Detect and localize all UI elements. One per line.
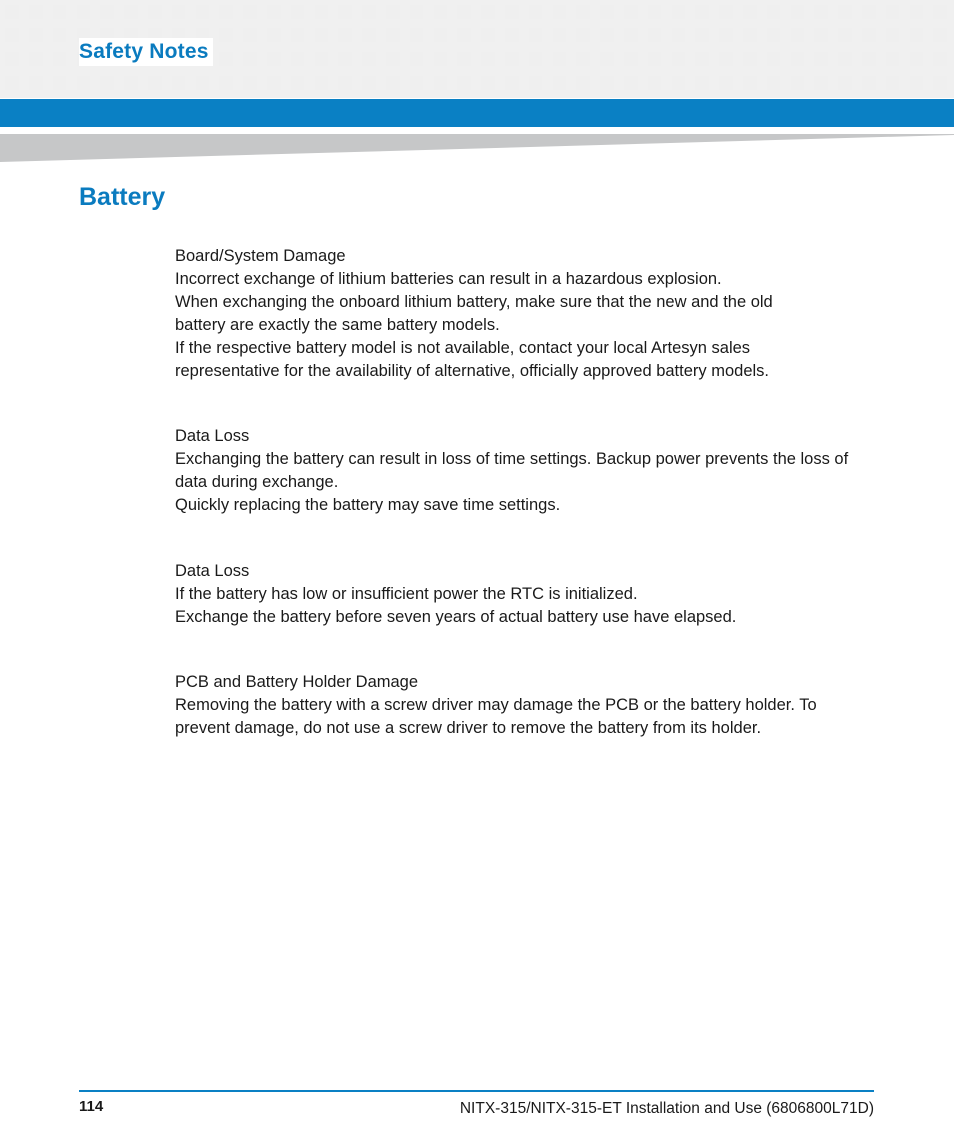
pattern-square (648, 52, 662, 66)
pattern-square (291, 28, 305, 42)
pattern-square (5, 28, 19, 42)
pattern-square (457, 28, 471, 42)
section-label: Safety Notes (79, 38, 213, 66)
pattern-square (743, 52, 757, 66)
pattern-square (5, 52, 19, 66)
pattern-square (481, 5, 495, 19)
notice-line: Exchange the battery before seven years of actual battery use have elapsed. (175, 608, 737, 626)
pattern-square (909, 28, 923, 42)
pattern-square (457, 52, 471, 66)
notice-line: When exchanging the onboard lithium battery, make sure that the new and the old battery are exactly the same battery models. (175, 293, 773, 334)
pattern-square (719, 52, 733, 66)
notice-line: Exchanging the battery can result in loss of time settings. Backup power prevents the loss of data during exchange. (175, 450, 849, 491)
pattern-square (433, 28, 447, 42)
pattern-square (648, 76, 662, 90)
pattern-square (576, 76, 590, 90)
pattern-square (529, 5, 543, 19)
pattern-square (576, 5, 590, 19)
pattern-square (505, 28, 519, 42)
pattern-square (790, 52, 804, 66)
pattern-square (933, 52, 947, 66)
pattern-square (624, 5, 638, 19)
pattern-square (790, 76, 804, 90)
pattern-square (76, 5, 90, 19)
page-title: Battery (79, 183, 166, 211)
pattern-square (624, 28, 638, 42)
pattern-square (386, 5, 400, 19)
pattern-square (505, 5, 519, 19)
pattern-square (814, 52, 828, 66)
pattern-square (433, 5, 447, 19)
pattern-square (648, 5, 662, 19)
pattern-square (362, 52, 376, 66)
notice-data-loss-2 (175, 560, 875, 629)
pattern-square (195, 5, 209, 19)
notice-heading: Data Loss (175, 427, 250, 445)
notice-data-loss-1 (175, 425, 875, 517)
pattern-square (552, 28, 566, 42)
footer-rule (79, 1090, 874, 1092)
pattern-square (219, 5, 233, 19)
pattern-square (29, 5, 43, 19)
notice-pcb-holder-damage (175, 671, 875, 740)
pattern-square (552, 52, 566, 66)
pattern-square (695, 5, 709, 19)
notice-heading: PCB and Battery Holder Damage (175, 673, 419, 691)
pattern-square (600, 28, 614, 42)
pattern-square (5, 5, 19, 19)
pattern-square (338, 76, 352, 90)
pattern-square (624, 52, 638, 66)
pattern-square (838, 76, 852, 90)
pattern-square (695, 28, 709, 42)
pattern-square (457, 76, 471, 90)
pattern-square (838, 5, 852, 19)
header-blue-band (0, 99, 954, 127)
pattern-square (909, 52, 923, 66)
pattern-square (124, 76, 138, 90)
pattern-square (314, 76, 328, 90)
pattern-square (790, 5, 804, 19)
document-title: NITX-315/NITX-315-ET Installation and Use (6806800L71D) (459, 1100, 874, 1117)
pattern-square (410, 52, 424, 66)
pattern-square (29, 52, 43, 66)
pattern-square (433, 76, 447, 90)
pattern-square (933, 76, 947, 90)
pattern-square (862, 5, 876, 19)
pattern-square (862, 28, 876, 42)
pattern-square (862, 76, 876, 90)
pattern-square (314, 28, 328, 42)
pattern-square (767, 52, 781, 66)
pattern-square (195, 76, 209, 90)
pattern-square (529, 76, 543, 90)
pattern-square (172, 5, 186, 19)
pattern-square (576, 52, 590, 66)
pattern-square (267, 5, 281, 19)
pattern-square (719, 76, 733, 90)
pattern-square (362, 76, 376, 90)
pattern-square (671, 76, 685, 90)
pattern-square (386, 52, 400, 66)
pattern-square (314, 5, 328, 19)
pattern-square (53, 28, 67, 42)
pattern-square (219, 76, 233, 90)
notice-line: If the respective battery model is not available, contact your local Artesyn sales representative for the availability of alternative, officially approved battery models. (175, 339, 770, 380)
pattern-square (695, 52, 709, 66)
pattern-square (719, 5, 733, 19)
pattern-square (886, 28, 900, 42)
pattern-square (410, 76, 424, 90)
pattern-square (243, 52, 257, 66)
notice-heading: Board/System Damage (175, 247, 346, 265)
pattern-square (29, 76, 43, 90)
pattern-square (743, 5, 757, 19)
pattern-square (291, 76, 305, 90)
pattern-square (53, 76, 67, 90)
pattern-square (767, 28, 781, 42)
pattern-square (243, 76, 257, 90)
pattern-square (481, 52, 495, 66)
pattern-square (767, 5, 781, 19)
pattern-square (790, 28, 804, 42)
pattern-square (767, 76, 781, 90)
pattern-square (314, 52, 328, 66)
pattern-square (814, 5, 828, 19)
pattern-square (76, 76, 90, 90)
pattern-square (148, 5, 162, 19)
pattern-square (267, 76, 281, 90)
pattern-square (291, 5, 305, 19)
pattern-square (219, 28, 233, 42)
pattern-square (124, 5, 138, 19)
notice-heading: Data Loss (175, 562, 250, 580)
pattern-square (743, 76, 757, 90)
pattern-square (529, 28, 543, 42)
pattern-square (552, 5, 566, 19)
pattern-square (53, 5, 67, 19)
notice-line: If the battery has low or insufficient power the RTC is initialized. (175, 585, 638, 603)
pattern-square (529, 52, 543, 66)
pattern-square (814, 28, 828, 42)
pattern-square (338, 52, 352, 66)
pattern-square (648, 28, 662, 42)
pattern-square (172, 76, 186, 90)
pattern-square (814, 76, 828, 90)
pattern-square (410, 5, 424, 19)
pattern-square (838, 52, 852, 66)
pattern-square (338, 5, 352, 19)
pattern-square (386, 28, 400, 42)
pattern-square (338, 28, 352, 42)
pattern-square (433, 52, 447, 66)
pattern-square (386, 76, 400, 90)
pattern-square (362, 5, 376, 19)
pattern-square (862, 52, 876, 66)
pattern-square (100, 5, 114, 19)
pattern-square (505, 76, 519, 90)
pattern-square (886, 5, 900, 19)
pattern-square (909, 5, 923, 19)
notice-board-system-damage (175, 245, 875, 383)
pattern-square (148, 76, 162, 90)
pattern-square (671, 52, 685, 66)
pattern-square (100, 76, 114, 90)
pattern-square (267, 28, 281, 42)
pattern-square (362, 28, 376, 42)
pattern-square (410, 28, 424, 42)
pattern-square (243, 28, 257, 42)
pattern-square (600, 52, 614, 66)
pattern-square (886, 76, 900, 90)
pattern-square (481, 76, 495, 90)
pattern-square (933, 28, 947, 42)
pattern-square (291, 52, 305, 66)
pattern-square (695, 76, 709, 90)
pattern-square (243, 5, 257, 19)
pattern-square (671, 28, 685, 42)
pattern-square (886, 52, 900, 66)
pattern-square (600, 76, 614, 90)
pattern-square (267, 52, 281, 66)
pattern-square (671, 5, 685, 19)
pattern-square (29, 28, 43, 42)
pattern-square (838, 28, 852, 42)
notice-line: Incorrect exchange of lithium batteries can result in a hazardous explosion. (175, 270, 722, 288)
pattern-square (5, 76, 19, 90)
pattern-square (909, 76, 923, 90)
notice-line: Removing the battery with a screw driver may damage the PCB or the battery holder. To prevent damage, do not use a screw driver to remove the battery from its holder. (175, 696, 817, 737)
pattern-square (719, 28, 733, 42)
pattern-square (743, 28, 757, 42)
pattern-square (624, 76, 638, 90)
pattern-square (552, 76, 566, 90)
notice-line: Quickly replacing the battery may save time settings. (175, 496, 561, 514)
pattern-square (600, 5, 614, 19)
pattern-square (219, 52, 233, 66)
pattern-square (481, 28, 495, 42)
pattern-square (576, 28, 590, 42)
header-gray-swoosh (0, 130, 954, 164)
pattern-square (505, 52, 519, 66)
pattern-square (53, 52, 67, 66)
page-number: 114 (79, 1098, 104, 1115)
pattern-square (457, 5, 471, 19)
pattern-square (933, 5, 947, 19)
